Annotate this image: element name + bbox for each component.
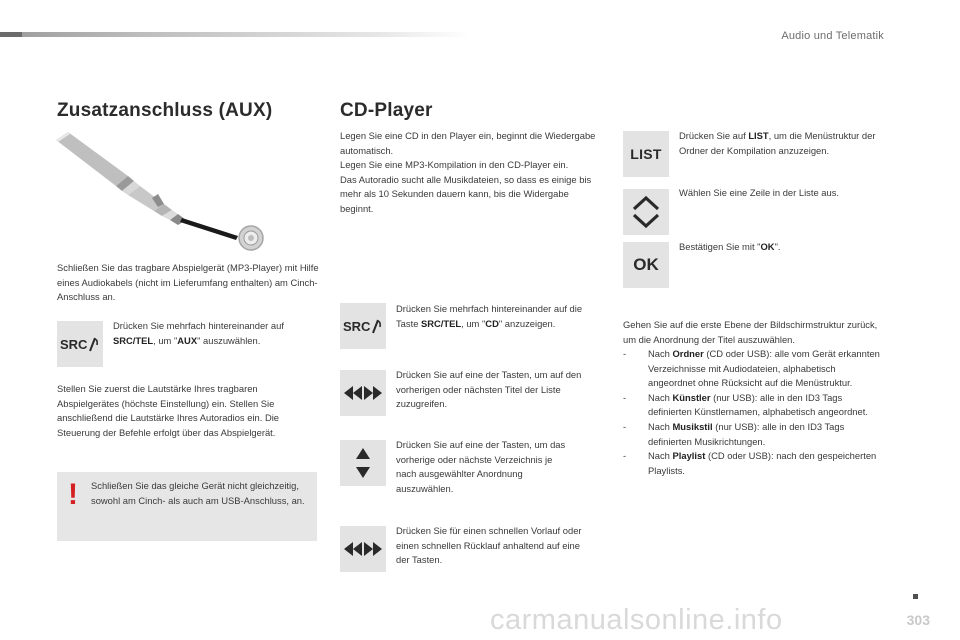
back-text: Gehen Sie auf die erste Ebene der Bildschirmstruktur zurück, um die Anordnung der Titel auszuwählen. [623, 319, 878, 345]
list-item: - Nach Playlist (CD oder USB): nach den gespeicherten Playlists. [623, 450, 877, 476]
cd-src-instruction: Drücken Sie mehrfach hintereinander auf die Taste SRC/TEL, um "CD" anzuzeigen. [396, 303, 583, 329]
cd-track-text: Drücken Sie auf eine der Tasten, um auf den vorherigen oder nächsten Titel der Liste zuzugreifen. [396, 369, 582, 410]
ok-instruction: Bestätigen Sie mit "OK". [679, 241, 781, 252]
list-item: - Nach Ordner (CD oder USB): alle vom Gerät erkannten Verzeichnisse mit Audiodateien, alphabetisch angeordnet ohne Rücksicht auf die Menüstruktur. [623, 348, 880, 389]
page-number: 303 [906, 612, 930, 628]
list-item: - Nach Musikstil (nur USB): alle in den ID3 Tags definierten Musikrichtungen. [623, 420, 845, 447]
ok-button-icon[interactable] [623, 242, 669, 288]
up-down-chevron-icon[interactable] [623, 189, 669, 235]
cd-intro-3: Das Autoradio sucht alle Musikdateien, so dass es einige bis mehr als 10 Sekunden dauern kann, bis die Widergabe beginnt. [340, 173, 592, 214]
header-gradient-bar [0, 32, 470, 37]
sort-order-list [623, 347, 885, 478]
cd-fast-text: Drücken Sie für einen schnellen Vorlauf oder einen schnellen Rücklauf anhaltend auf eine der Tasten. [396, 525, 582, 566]
seek-arrows-icon[interactable] [340, 370, 386, 416]
cd-intro-1: Legen Sie eine CD in den Player ein, beginnt die Wiedergabe automatisch. [340, 130, 596, 156]
aux-intro: Schließen Sie das tragbare Abspielgerät (MP3-Player) mit Hilfe eines Audiokabels (nicht im Lieferumfang enthalten) am Cinch-Anschluss an. [57, 262, 319, 303]
header-bar-accent [0, 32, 22, 37]
seek-arrows-icon[interactable] [340, 526, 386, 572]
list-instruction: Drücken Sie auf LIST, um die Menüstruktur der Ordner der Kompilation anzuzeigen. [679, 130, 876, 156]
watermark: carmanualsonline.info [490, 604, 783, 636]
cd-intro [340, 129, 602, 217]
warning-icon: ! [68, 478, 78, 511]
src-label: SRC [60, 337, 88, 352]
src-button-icon[interactable] [57, 321, 103, 367]
section-title: Audio und Telematik [781, 30, 884, 42]
src-label: SRC [343, 319, 371, 334]
cd-folder-text: Drücken Sie auf eine der Tasten, um das vorherige oder nächste Verzeichnis je nach ausgewählter Anordnung auszuwählen. [396, 439, 566, 494]
folder-arrows-icon[interactable] [340, 440, 386, 486]
warning-text: Schließen Sie das gleiche Gerät nicht gleichzeitig, sowohl am Cinch- als auch am USB-Anschluss, an. [91, 480, 305, 506]
cd-heading: CD-Player [340, 100, 433, 121]
page-marker [913, 594, 918, 599]
aux-volume-text: Stellen Sie zuerst die Lautstärke Ihres tragbaren Abspielgerätes (höchste Einstellung) ein. Stellen Sie anschließend die Lautstärke Ihres Autoradios ein. Die Steuerung der Befehle erfolgt über das Abspielgerät. [57, 383, 280, 438]
src-button-icon[interactable] [340, 303, 386, 349]
cd-intro-2: Legen Sie eine MP3-Kompilation in den CD-Player ein. [340, 159, 569, 171]
aux-cable-icon [54, 128, 284, 253]
aux-heading: Zusatzanschluss (AUX) [57, 100, 273, 121]
select-line-text: Wählen Sie eine Zeile in der Liste aus. [679, 187, 839, 198]
list-button-label: LIST [630, 146, 662, 162]
list-button-icon[interactable] [623, 131, 669, 177]
list-item: - Nach Künstler (nur USB): alle in den ID3 Tags definierten Künstlernamen, alphabetisch angeordnet. [623, 391, 868, 418]
aux-src-instruction: Drücken Sie mehrfach hintereinander auf SRC/TEL, um "AUX" auszuwählen. [113, 320, 284, 346]
ok-button-label: OK [633, 255, 659, 274]
